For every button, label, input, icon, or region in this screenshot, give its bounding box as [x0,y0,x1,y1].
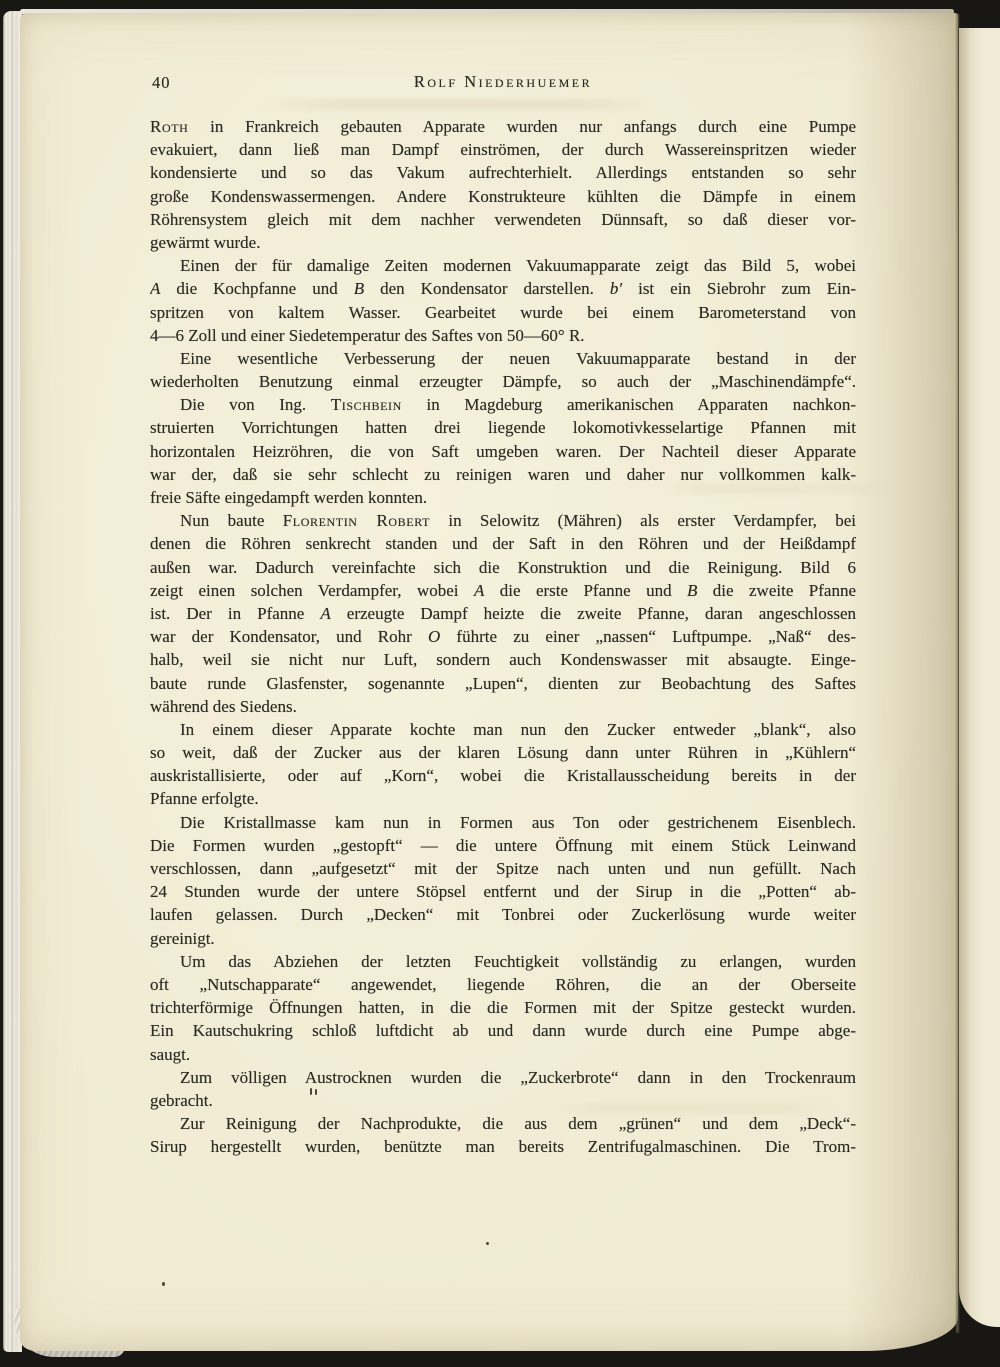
text-line [150,486,856,509]
text-line [150,625,856,648]
text-run: Einen der für damalige Zeiten modernen Vakuumapparate zeigt das Bild 5, wobei [180,256,856,276]
text-line [150,787,856,810]
text-run: außen war. Dadurch vereinfachte sich die Konstruktion und die Reinigung. Bild 6 [150,557,856,577]
paragraph [150,811,856,950]
text-line [150,115,856,138]
paragraph [150,718,856,811]
text-run: so weit, daß der Zucker aus der klaren Lösung dann unter Rühren in „Kühlern“ [150,743,856,763]
text-line [150,208,856,231]
text-line [150,741,856,764]
text-line [150,1019,856,1042]
italic-variable: b′ [609,279,623,299]
ink-speck [162,1282,165,1286]
text-run: 24 Stunden wurde der untere Stöpsel entfernt und der Sirup in die „Potten“ ab- [150,882,856,902]
text-run: in Magdeburg amerikanischen Apparaten nachkon- [401,395,856,415]
text-line [150,579,856,602]
ink-speck [486,1242,489,1245]
text-run: große Kondenswassermengen. Andere Konstrukteure kühlten die Dämpfe in einem [150,186,856,206]
page-number: 40 [152,73,171,92]
text-run: in Frankreich gebauten Apparate wurden nur anfangs durch eine Pumpe [188,117,856,136]
text-run: Die Kristallmasse kam nun in Formen aus Ton oder gestrichenem Eisenblech. [180,812,856,832]
text-run: Sirup hergestellt wurden, benützte man bereits Zentrifugalmaschinen. Die Trom- [150,1137,856,1157]
text-line [150,301,856,324]
text-line [150,1089,856,1112]
text-line [150,161,856,184]
text-line [150,416,856,439]
text-line [150,347,856,370]
text-line [150,370,856,393]
text-run: baute runde Glasfenster, sogenannte „Lupen“, dienten zur Beobachtung des Saftes [150,673,856,693]
text-run: auskristallisierte, oder auf „Korn“, wobei die Kristallausscheidung bereits in der [150,766,856,786]
text-run: horizontalen Heizröhren, die von Saft umgeben waren. Der Nachteil dieser Apparate [150,441,856,461]
running-title: Rolf Niederhuemer [413,72,593,91]
text-run: Zum völligen Austrocknen wurden die „Zuckerbrote“ dann in den Trockenraum [180,1067,856,1087]
text-line [150,393,856,416]
text-run: in Selowitz (Mähren) als erster Verdampfer, bei [430,511,856,531]
text-line [150,509,856,532]
text-line [150,880,856,903]
text-run: Die Formen wurden „gestopft“ — die untere Öffnung mit einem Stück Leinwand [150,835,856,855]
text-line [150,254,856,277]
italic-variable: B [687,580,698,600]
text-run: oft „Nutschapparate“ angewendet, liegende Röhren, die an der Oberseite [150,974,856,994]
text-line [150,996,856,1019]
text-run: 4—6 Zoll und einer Siedetemperatur des Saftes von 50—60° R. [150,325,585,345]
text-line [150,1066,856,1089]
text-run: evakuiert, dann ließ man Dampf einströmen, der durch Wassereinspritzen wieder [150,140,856,160]
text-line [150,927,856,950]
text-run: Eine wesentliche Verbesserung der neuen Vakuumapparate bestand in der [180,348,856,368]
text-line [150,834,856,857]
text-run: den Kondensator darstellen. [364,279,610,299]
paragraph [150,509,856,718]
text-line [150,672,856,695]
text-run: trichterförmige Öffnungen hatten, in die die Formen mit der Spitze gesteckt wurden. [150,998,856,1018]
text-run: führte zu einer „nassen“ Luftpumpe. „Naß“ des- [440,627,856,647]
text-run: gebracht. [150,1090,213,1110]
italic-variable: A [150,279,161,299]
text-line [150,1043,856,1066]
paragraph [150,393,856,509]
small-caps-name: Roth [150,117,189,136]
text-line [150,764,856,787]
text-run: wiederholten Benutzung einmal erzeugter Dämpfe, so auch der „Maschinendämpfe“. [150,372,856,392]
text-run: kondensierte und so das Vakum aufrechterhielt. Allerdings entstanden so sehr [150,163,856,183]
paragraph [150,254,856,347]
text-run: gewärmt wurde. [150,232,261,252]
text-line [150,231,856,254]
text-line [150,277,856,300]
text-line [150,532,856,555]
text-run: Ein Kautschukring schloß luftdicht ab und dann wurde durch eine Pumpe abge- [150,1021,856,1041]
text-run: zeigt einen solchen Verdampfer, wobei [150,580,474,600]
text-line [150,1112,856,1135]
text-line [150,556,856,579]
text-run: die erste Pfanne und [484,580,687,600]
text-run: verschlossen, dann „aufgesetzt“ mit der Spitze nach unten und nun gefüllt. Nach [150,859,856,878]
text-run: die zweite Pfanne [697,580,856,600]
paragraph [150,1066,856,1112]
text-block [150,115,856,1158]
paragraph [150,950,856,1066]
text-run: halb, weil sie nicht nur Luft, sondern auch Kondenswasser mit absaugte. Einge- [150,650,856,670]
text-run: ist ein Siebrohr zum Ein- [622,279,856,299]
small-caps-name: Florentin Robert [282,511,431,531]
text-line [150,324,856,347]
text-run: Nun baute [180,511,283,531]
text-run: während des Siedens. [150,696,297,716]
text-line [150,185,856,208]
italic-variable: A [473,580,485,600]
text-line [150,648,856,671]
paragraph [150,115,856,254]
text-line [150,950,856,973]
text-run: freie Säfte eingedampft werden konnten. [150,488,428,507]
text-line [150,718,856,741]
text-run: Die von Ing. [180,395,331,415]
paragraph [150,1112,856,1158]
text-line [150,857,856,880]
page-header [150,72,856,96]
text-run: spritzen von kaltem Wasser. Gearbeitet wurde bei einem Barometerstand von [150,302,856,322]
text-run: Um das Abziehen der letzten Feuchtigkeit vollständig zu erlangen, wurden [180,951,856,971]
text-run: erzeugte Dampf heizte die zweite Pfanne, daran angeschlossen [330,603,856,623]
small-caps-name: Tischbein [330,395,402,415]
text-line [150,440,856,463]
italic-variable: A [320,603,331,623]
text-line [150,1135,856,1158]
italic-variable: B [353,279,365,299]
text-run: Röhrensystem gleich mit dem nachher verwendeten Dünnsaft, so daß dieser vor- [150,209,856,229]
text-run: gereinigt. [150,928,215,948]
text-run: laufen gelassen. Durch „Decken“ mit Tonbrei oder Zuckerlösung wurde weiter [150,905,856,925]
text-run: denen die Röhren senkrecht standen und der Saft in den Röhren und der Heißdampf [150,534,856,554]
text-run: die Kochpfanne und [160,279,354,299]
text-line [150,973,856,996]
text-line [150,138,856,161]
text-run: Pfanne erfolgte. [150,789,259,809]
text-run: saugt. [150,1044,191,1064]
text-line [150,811,856,834]
italic-variable: O [427,627,441,647]
text-line [150,695,856,718]
text-run: ist. Der in Pfanne [150,603,321,623]
text-line [150,602,856,625]
text-run: struierten Vorrichtungen hatten drei liegende lokomotivkesselartige Pfannen mit [150,418,856,438]
text-run: In einem dieser Apparate kochte man nun den Zucker entweder „blank“, also [180,719,856,739]
text-run: war der Kondensator, und Rohr [150,627,428,647]
text-line [150,463,856,486]
paragraph [150,347,856,393]
page-content [150,72,856,1158]
text-run: war der, daß sie sehr schlecht zu reinigen waren und daher nur vollkommen kalk- [150,464,856,484]
text-run: Zur Reinigung der Nachprodukte, die aus dem „grünen“ und dem „Deck“- [180,1114,856,1134]
facing-page-sliver [959,28,1000,1327]
text-line [150,903,856,926]
